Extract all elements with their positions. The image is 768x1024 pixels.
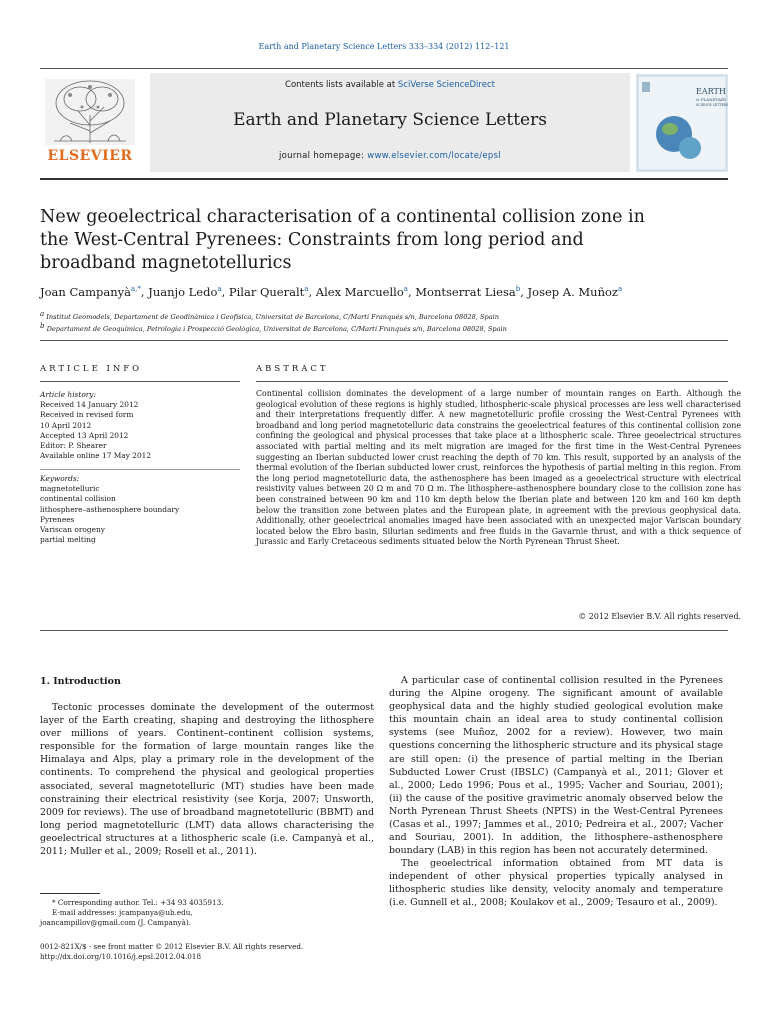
author-list: Joan Campanyà$^{a,*}$, Juanjo Ledo$^a$, Pilar Queralt$^a$, Alex Marcuello$^a$, Montserrat Liesa$^b$, Josep A. Muñoz$^a$ xyxy=(40,285,623,299)
contents-prefix: Contents lists available at xyxy=(285,80,398,90)
homepage-prefix: journal homepage: xyxy=(278,151,368,161)
paper-title: New geoelectrical characterisation of a continental collision zone in the West-Central Pyrenees: Constraints from long period and broadband magnetotellurics xyxy=(40,207,645,273)
history-item: 10 April 2012 xyxy=(40,420,92,430)
author-affiliation-mark[interactable]: b xyxy=(515,285,521,294)
author-name: Montserrat Liesa xyxy=(415,285,516,299)
history-item: Editor: P. Shearer xyxy=(40,441,107,451)
corresponding-author-footnote xyxy=(40,898,374,929)
body-paragraph: A particular case of continental collision resulted in the Pyrenees during the Alpine orogeny. The significant amount of available geophysical data and the highly studied geological evolution make this mountain chain an ideal area to study continental collision systems (see Muñoz, 2002 for a review). However, two main questions concerning the lithospheric structure and its physical stage are still open: (i) the presence of partial melting in the Iberian Subducted Lower Crust (IBSLC) (Campanyà et al., 2011; Glover et al., 2000; Ledo 1996; Pous et al., 1995; Vacher and Souriau, 2001); (ii) the cause of the positive gravimetric anomaly observed below the North Pyrenean Thrust Sheets (NPTS) in the West-Central Pyrenees (Casas et al., 1997; Jammes et al., 2010; Pedreira et al., 2007; Vacher and Souriau, 2001). In addition, the lithosphere–asthenosphere boundary (LAB) in this region has been not accurately determined. xyxy=(389,675,723,857)
history-item: Available online 17 May 2012 xyxy=(40,451,152,461)
abstract-bottom-rule xyxy=(40,630,728,631)
elsevier-wordmark: ELSEVIER xyxy=(47,148,133,164)
history-item: Received 14 January 2012 xyxy=(40,400,139,410)
author-name: Juanjo Ledo xyxy=(148,285,218,299)
keyword-item: lithosphere–asthenosphere boundary xyxy=(40,504,180,514)
affiliation-a xyxy=(40,310,740,321)
introduction-heading: 1. Introduction xyxy=(40,676,121,687)
keywords-rule xyxy=(40,469,240,470)
introduction-paragraph: Tectonic processes dominate the development of the outermost layer of the Earth creating, shaping and destroying the lithosphere over millions of years. Continent–continent collision systems, responsible for the formation of large mountain ranges like the Himalaya and Alps, play a primary role in the development of the continents. To comprehend the physical and geological properties associated, several magnetotelluric (MT) studies have been made constraining their electrical resistivity (see Korja, 2007; Unsworth, 2009 for reviews). The use of broadband magnetotelluric (BBMT) and long period magnetotelluric (LMT) data allows characterising the geoelectrical structures at a lithospheric scale (i.e. Campanyà et al., 2011; Muller et al., 2009; Rosell et al., 2011). xyxy=(40,702,374,858)
body-paragraph: The geoelectrical information obtained from MT data is independent of other physical properties typically analysed in lithospheric studies like density, velocity anomaly and temperature (i.e. Gunnell et al., 2008; Koulakov et al., 2009; Tesauro et al., 2009). xyxy=(389,858,723,909)
header-top-rule xyxy=(40,68,728,69)
keywords-block xyxy=(40,474,240,545)
footnote-line: * Corresponding author. Tel.: +34 93 4035913. xyxy=(52,898,224,907)
contents-line xyxy=(150,80,630,90)
section-rule xyxy=(40,340,728,341)
footnote-rule xyxy=(40,893,100,894)
abstract-text: Continental collision dominates the development of a large number of mountain ranges on Earth. Although the geological evolution of these regions is highly studied, lithospheric-scale physical processes are less well characterised and their interpretations frequently differ. A new magnetotelluric profile crossing the West-Central Pyrenees with broadband and long period magnetotelluric data constrains the geoelectrical features of this continental collision zone confining the geological and physical processes that take place at a lithospheric scale. Three geoelectrical structures associated with partial melting and its melt migration are imaged for the first time in the West-Central Pyrenees suggesting an Iberian subducted lower crust reaching the depth of 70 km. This result, supported by an analysis of the thermal evolution of the Iberian subducted lower crust, reinforces the hypothesis of partial melting in this region. From the long period magnetotelluric data, the asthenosphere has been imaged as a geoelectrical structure with electrical resistivity values between 20 Ω m and 70 Ω m. The lithosphere–asthenosphere boundary close to the collision zone has been constrained between 90 km and 110 km depth below the Iberian plate and between 120 km and 160 km depth below the transition zone between plates and the European plate, in agreement with the previous geophysical data. Additionally, other geoelectrical anomalies imaged have been associated with an unexpected major Variscan boundary located below the Ebro basin, Silurian sediments and free fluids in the Gavarnie thrust, and with a thick sequence of Jurassic and Early Cretaceous sediments situated below the North Pyrenean Thrust Sheet. xyxy=(256,389,741,547)
history-item: Accepted 13 April 2012 xyxy=(40,430,129,440)
affiliation-text: Institut Geomodels, Departament de Geodinàmica i Geofísica, Universitat de Barcelona, C/Martí Franqués s/n, Barcelona 08028, Spain xyxy=(46,313,499,322)
affiliation-text: Departament de Geoquímica, Petrologia i Prospecció Geològica, Universitat de Barcelona, C/Martí Franqués s/n, Barcelona 08028, Spain xyxy=(46,325,507,334)
journal-cover-icon xyxy=(636,74,728,172)
homepage-link[interactable]: www.elsevier.com/locate/epsl xyxy=(367,151,502,161)
author-name: Pilar Queralt xyxy=(228,285,305,299)
article-info-heading: ARTICLE INFO xyxy=(40,364,143,374)
footnote-email-line[interactable]: joancampillov@gmail.com (J. Campanyà). xyxy=(40,918,191,928)
front-matter-text: 0012-821X/$ - see front matter © 2012 Elsevier B.V. All rights reserved. xyxy=(40,942,304,951)
keyword-item: continental collision xyxy=(40,494,116,504)
keyword-item: Variscan orogeny xyxy=(40,525,105,535)
author-name: Joan Campanyà xyxy=(40,285,131,299)
header-bottom-rule xyxy=(40,178,728,180)
keyword-item: Pyrenees xyxy=(40,514,75,524)
homepage-line xyxy=(150,151,630,161)
cover-title-3: SCIENCE LETTERS xyxy=(696,103,728,107)
affiliation-mark: b xyxy=(40,322,45,330)
journal-title: Earth and Planetary Science Letters xyxy=(233,110,547,130)
keyword-item: partial melting xyxy=(40,535,96,545)
abstract-copyright: © 2012 Elsevier B.V. All rights reserved. xyxy=(578,612,741,621)
front-matter-block xyxy=(40,942,374,962)
sciencedirect-link[interactable]: SciVerse ScienceDirect xyxy=(397,80,495,90)
article-info-rule xyxy=(40,381,240,382)
author-affiliation-mark[interactable]: a xyxy=(403,285,408,294)
footnote-email-line[interactable]: E-mail addresses: jcampanya@ub.edu, xyxy=(52,908,193,918)
history-item: Received in revised form xyxy=(40,410,134,420)
affiliation-b xyxy=(40,322,740,333)
author-name: Alex Marcuello xyxy=(315,285,404,299)
author-name: Josep A. Muñoz xyxy=(527,285,618,299)
abstract-rule xyxy=(256,381,728,382)
cover-title-1: EARTH xyxy=(696,87,726,96)
author-affiliation-mark[interactable]: a xyxy=(617,285,623,294)
abstract-heading: ABSTRACT xyxy=(256,364,329,374)
affiliation-mark: a xyxy=(40,310,45,318)
article-history xyxy=(40,390,240,461)
journal-citation[interactable]: Earth and Planetary Science Letters 333–334 (2012) 112–121 xyxy=(258,42,510,51)
cover-title-2: & PLANETARY xyxy=(696,97,727,102)
doi-link[interactable]: http://dx.doi.org/10.1016/j.epsl.2012.04.018 xyxy=(40,952,202,962)
keyword-item: magnetotelluric xyxy=(40,484,100,494)
author-affiliation-mark[interactable]: a,* xyxy=(131,285,141,294)
keywords-label: Keywords: xyxy=(40,474,80,483)
author-affiliation-mark[interactable]: a xyxy=(304,285,309,294)
author-affiliation-mark[interactable]: a xyxy=(217,285,222,294)
history-label: Article history: xyxy=(40,390,96,399)
